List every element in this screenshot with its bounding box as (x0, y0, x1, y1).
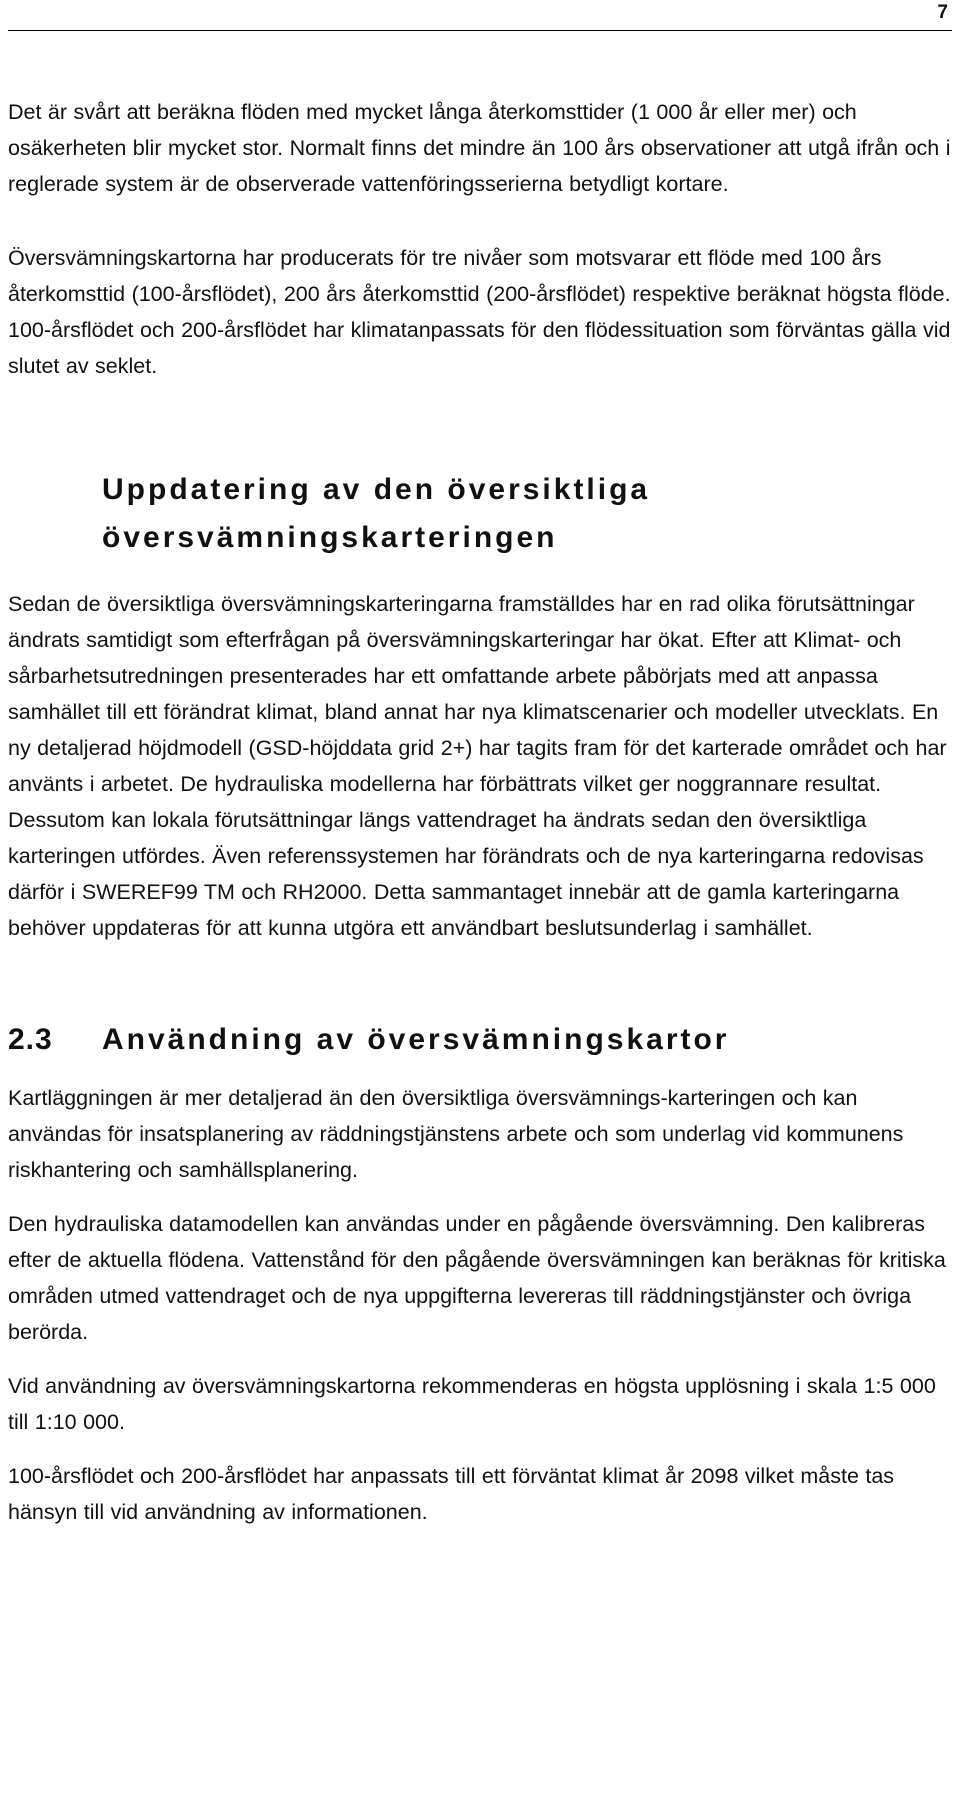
section-2-3-paragraph-2: Den hydrauliska datamodellen kan användas under en pågående översvämning. Den kalibreras efter de aktuella flödena. Vattenstånd för den pågående översvämningen kan beräknas för kritiska områden utmed vattendraget och de nya uppgifterna levereras till räddningstjänster och övriga berörda. (8, 1212, 946, 1344)
section-2-2-number (8, 466, 102, 514)
section-2-3-paragraph-1: Kartläggningen är mer detaljerad än den översiktliga översvämnings-karteringen och kan användas för insatsplanering av räddningstjänstens arbete och som underlag vid kommunens riskhantering och samhällsplanering. (8, 1086, 904, 1182)
section-2-2-title: Uppdatering av den översiktliga översvämningskarteringen (102, 473, 651, 554)
page-content (8, 94, 956, 1530)
section-2-2-heading (8, 466, 956, 562)
page-number: 7 (937, 2, 948, 23)
intro-paragraph-1: Det är svårt att beräkna flöden med mycket långa återkomsttider (1 000 år eller mer) och osäkerheten blir mycket stor. Normalt finns det mindre än 100 års observationer att utgå ifrån och i reglerade system är de observerade vattenföringsserierna betydligt kortare. (8, 100, 951, 196)
section-2-3-title: Användning av översvämningskartor (102, 1023, 730, 1056)
section-2-3-number: 2.3 (8, 1023, 53, 1056)
header-rule (8, 30, 952, 31)
section-2-3-heading (8, 1016, 956, 1064)
section-2-3-paragraph-3: Vid användning av översvämningskartorna rekommenderas en högsta upplösning i skala 1:5 000 till 1:10 000. (8, 1374, 936, 1434)
section-2-2-paragraph: Sedan de översiktliga översvämningskarteringarna framställdes har en rad olika förutsättningar ändrats samtidigt som efterfrågan på översvämningskarteringar har ökat. Efter att Klimat- och sårbarhetsutredningen presenterades har ett omfattande arbete påbörjats med att anpassa samhället till ett förändrat klimat, bland annat har nya klimatscenarier och modeller utvecklats. En ny detaljerad höjdmodell (GSD-höjddata grid 2+) har tagits fram för det karterade området och har använts i arbetet. De hydrauliska modellerna har förbättrats vilket ger noggrannare resultat. Dessutom kan lokala förutsättningar längs vattendraget ha ändrats sedan den översiktliga karteringen utfördes. Även referenssystemen har förändrats och de nya karteringarna redovisas därför i SWEREF99 TM och RH2000. Detta sammantaget innebär att de gamla karteringarna behöver uppdateras för att kunna utgöra ett användbart beslutsunderlag i samhället. (8, 592, 947, 940)
section-2-3-paragraph-4: 100-årsflödet och 200-årsflödet har anpassats till ett förväntat klimat år 2098 vilket måste tas hänsyn till vid användning av informationen. (8, 1464, 895, 1524)
intro-paragraph-2: Översvämningskartorna har producerats för tre nivåer som motsvarar ett flöde med 100 års återkomsttid (100-årsflödet), 200 års återkomsttid (200-årsflödet) respektive beräknat högsta flöde. 100-årsflödet och 200-årsflödet har klimatanpassats för den flödessituation som förväntas gälla vid slutet av seklet. (8, 246, 951, 378)
